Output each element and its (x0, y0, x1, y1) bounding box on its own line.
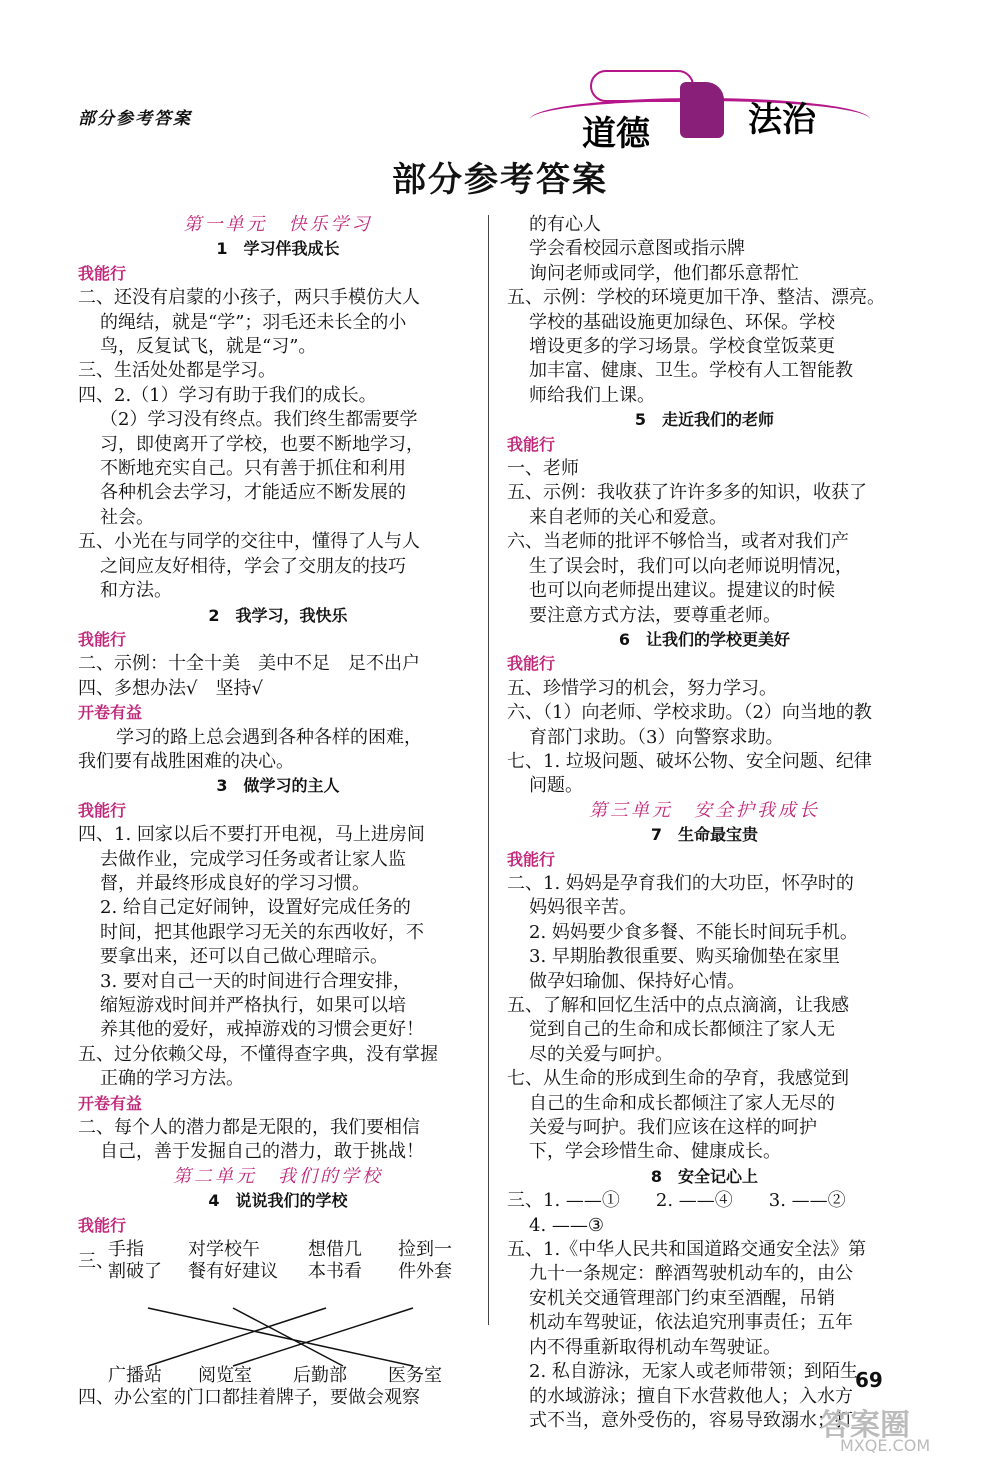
diagram-top-item: 手指 (108, 1239, 144, 1261)
right-column (507, 213, 902, 1433)
textbook-logo (530, 70, 890, 154)
answer-line: 自己的生命和成长都倾注了家人无尽的 (529, 1092, 835, 1114)
watermark-logo: 答案圈 (820, 1408, 910, 1443)
section-label: 我能行 (78, 263, 127, 283)
answer-line: 四、1. 回家以后不要打开电视，马上进房间 (78, 824, 425, 846)
answer-line: 六、（1）向老师、学校求助。（2）向当地的教 (507, 702, 872, 724)
diagram-bottom-item: 后勤部 (293, 1365, 347, 1387)
left-column (78, 213, 478, 1410)
answer-line: 3. 要对自己一天的时间进行合理安排， (100, 970, 411, 992)
answer-line: 二、还没有启蒙的小孩子，两只手模仿大人 (78, 287, 420, 309)
diagram-bottom-item: 阅览室 (198, 1365, 252, 1387)
answer-line: 五、了解和回忆生活中的点点滴滴，让我感 (507, 995, 849, 1016)
answer-line: 五、过分依赖父母，不懂得查字典，没有掌握 (78, 1043, 438, 1065)
answer-line: 七、从生命的形成到生命的孕育，我感觉到 (507, 1068, 849, 1090)
page-title: 部分参考答案 (392, 160, 608, 200)
answer-line: 学会看校园示意图或指示牌 (529, 238, 745, 260)
answer-line: 养其他的爱好，戒掉游戏的习惯会更好！ (100, 1019, 424, 1041)
diagram-top-item: 对学校午 (188, 1239, 260, 1261)
answer-line: （2）学习没有终点。我们终生都需要学 (100, 409, 418, 431)
unit-heading: 第二单元 我们的学校 (173, 1165, 383, 1187)
logo-text-right: 法治 (748, 100, 816, 140)
answer-line: 的有心人 (529, 214, 601, 235)
answer-line: 正确的学习方法。 (100, 1068, 244, 1090)
diagram-prefix: 三、 (78, 1251, 114, 1273)
answer-line: 自己，善于发掘自己的潜力，敢于挑战！ (100, 1141, 424, 1163)
answer-line: 五、示例：我收获了许许多多的知识，收获了 (507, 482, 867, 504)
diagram-top-item: 本书看 (308, 1261, 362, 1283)
answer-line: 三、生活处处都是学习。 (78, 360, 276, 382)
answer-line: 机动车驾驶证，依法追究刑事责任；五年 (529, 1312, 853, 1334)
logo-mark-icon (680, 82, 724, 138)
matching-diagram (78, 1239, 478, 1387)
logo-text-left: 道德 (582, 114, 650, 154)
answer-line: 七、1. 垃圾问题、破坏公物、安全问题、纪律 (507, 750, 872, 772)
answer-line: 之间应友好相待，学会了交朋友的技巧 (100, 555, 406, 577)
lesson-heading: 4 说说我们的学校 (208, 1191, 348, 1211)
lesson-heading: 6 让我们的学校更美好 (618, 629, 791, 649)
answer-line: 五、1.《中华人民共和国道路交通安全法》第 (507, 1239, 867, 1261)
section-label: 我能行 (78, 629, 127, 649)
answer-line: 的绳结，就是“学”；羽毛还未长全的小 (100, 311, 407, 333)
answer-line: 学校的基础设施更加绿色、环保。学校 (529, 311, 835, 333)
diagram-bottom-item: 医务室 (388, 1365, 442, 1387)
answer-line: 3. 早期胎教很重要、购买瑜伽垫在家里 (529, 946, 840, 968)
answer-line: 二、1. 妈妈是孕育我们的大功臣，怀孕时的 (507, 872, 854, 894)
answer-line: 觉到自己的生命和成长都倾注了家人无 (529, 1019, 835, 1041)
diagram-top-item: 捡到一 (398, 1239, 452, 1261)
answer-line: 要拿出来，还可以自己做心理暗示。 (100, 946, 388, 968)
lesson-heading: 3 做学习的主人 (216, 776, 340, 796)
answer-line: 习，即使离开了学校，也要不断地学习， (100, 433, 424, 455)
lesson-heading: 5 走近我们的老师 (634, 410, 775, 430)
answer-line: 的水域游泳；擅自下水营救他人；入水方 (529, 1385, 853, 1407)
answer-line: 2. 私自游泳，无家人或老师带领；到陌生 (529, 1361, 858, 1383)
answer-line: 四、多想办法√ 坚持√ (78, 677, 263, 699)
answer-line: 一、老师 (507, 458, 579, 480)
section-label: 我能行 (78, 1215, 127, 1235)
answer-line: 学习的路上总会遇到各种各样的困难， (116, 726, 422, 748)
answer-line: 关爱与呵护。我们应该在这样的呵护 (529, 1117, 817, 1139)
answer-line: 去做作业，完成学习任务或者让家人监 (100, 848, 406, 870)
answer-line: 五、珍惜学习的机会，努力学习。 (507, 677, 777, 699)
diagram-top-item: 割破了 (108, 1261, 162, 1283)
answer-line: 下，学会珍惜生命、健康成长。 (529, 1141, 781, 1163)
answer-line: 内不得重新取得机动车驾驶证。 (529, 1336, 781, 1358)
lesson-heading: 8 安全记心上 (650, 1166, 759, 1186)
answer-line: 不断地充实自己。只有善于抓住和利用 (100, 458, 406, 480)
answer-line: 来自老师的关心和爱意。 (529, 506, 727, 528)
section-label: 我能行 (78, 800, 127, 820)
answer-line: 四、2.（1）学习有助于我们的成长。 (78, 384, 377, 406)
answer-line: 师给我们上课。 (529, 384, 655, 406)
header-left-label: 部分参考答案 (78, 109, 192, 129)
answer-line: 和方法。 (100, 580, 172, 602)
answer-line: 生了误会时，我们可以向老师说明情况， (529, 555, 853, 577)
section-label: 我能行 (507, 434, 556, 454)
answer-line: 缩短游戏时间并严格执行，如果可以培 (100, 995, 406, 1016)
watermark-url: MXQE.COM (840, 1436, 931, 1455)
unit-heading: 第一单元 快乐学习 (183, 214, 373, 235)
answer-line: 安机关交通管理部门约束至酒醒，吊销 (529, 1287, 835, 1309)
answer-line: 五、小光在与同学的交往中，懂得了人与人 (78, 531, 420, 553)
answer-line: 问题。 (529, 775, 583, 797)
answer-line: 二、示例：十全十美 美中不足 足不出户 (78, 653, 420, 675)
answer-line: 督，并最终形成良好的学习习惯。 (100, 872, 370, 894)
lesson-heading: 7 生命最宝贵 (650, 825, 759, 845)
answer-line: 2. 给自己定好闹钟，设置好完成任务的 (100, 897, 411, 919)
answer-line: 各种机会去学习，才能适应不断发展的 (100, 482, 406, 504)
section-label: 我能行 (507, 849, 556, 869)
answer-line: 增设更多的学习场景。学校食堂饭菜更 (529, 336, 835, 358)
diagram-bottom-item: 广播站 (108, 1365, 162, 1387)
answer-line: 五、示例：学校的环境更加干净、整洁、漂亮。 (507, 287, 885, 309)
answer-line: 三、1. ——① 2. ——④ 3. ——② (507, 1190, 846, 1212)
section-label: 我能行 (507, 654, 556, 674)
answer-line: 六、当老师的批评不够恰当，或者对我们产 (507, 531, 849, 553)
lesson-heading: 2 我学习，我快乐 (208, 605, 348, 625)
answer-line: 育部门求助。（3）向警察求助。 (529, 726, 784, 748)
lesson-heading: 1 学习伴我成长 (216, 239, 340, 259)
answer-line: 2. 妈妈要少食多餐、不能长时间玩手机。 (529, 921, 858, 943)
answer-line: 也可以向老师提出建议。提建议的时候 (529, 580, 835, 602)
answer-line: 4. ——③ (529, 1214, 605, 1236)
page-number: 69 (855, 1368, 883, 1392)
answer-line: 二、每个人的潜力都是无限的，我们要相信 (78, 1117, 420, 1139)
answer-line: 式不当，意外受伤的，容易导致溺水；打 (529, 1409, 853, 1431)
diagram-top-item: 件外套 (398, 1261, 452, 1283)
column-divider (488, 215, 489, 1325)
answer-line: 鸟，反复试飞，就是“习”。 (100, 336, 317, 358)
answer-line: 要注意方式方法，要尊重老师。 (529, 604, 781, 626)
answer-line: 四、办公室的门口都挂着牌子，要做会观察 (78, 1387, 420, 1409)
answer-line: 做孕妇瑜伽、保持好心情。 (529, 970, 745, 992)
answer-line: 我们要有战胜困难的决心。 (78, 750, 294, 772)
answer-line: 妈妈很辛苦。 (529, 897, 637, 919)
answer-line: 询问老师或同学，他们都乐意帮忙 (529, 262, 799, 284)
answer-line: 九十一条规定：醉酒驾驶机动车的，由公 (529, 1263, 853, 1285)
unit-heading: 第三单元 安全护我成长 (589, 799, 820, 821)
diagram-top-item: 想借几 (308, 1239, 362, 1261)
diagram-top-item: 餐有好建议 (188, 1261, 278, 1283)
section-label: 开卷有益 (78, 1093, 143, 1113)
answer-line: 时间，把其他跟学习无关的东西收好，不 (100, 921, 424, 943)
section-label: 开卷有益 (78, 703, 143, 723)
answer-line: 社会。 (100, 506, 154, 528)
answer-line: 尽的关爱与呵护。 (529, 1043, 673, 1065)
answer-line: 加丰富、健康、卫生。学校有人工智能教 (529, 360, 853, 382)
